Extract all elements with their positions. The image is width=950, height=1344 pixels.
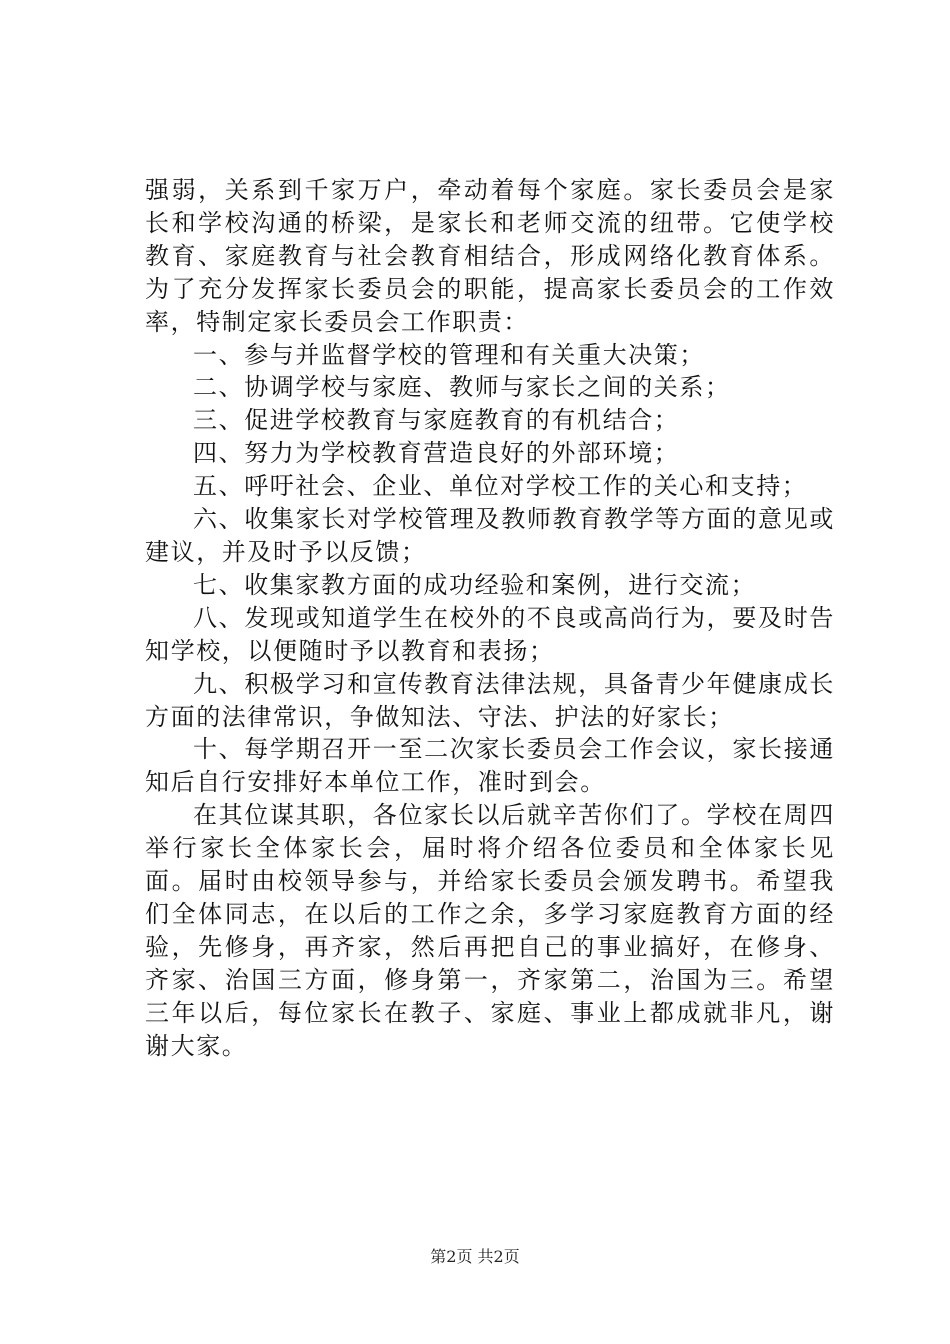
paragraph-duty-2: 二、协调学校与家庭、教师与家长之间的关系； <box>193 373 731 402</box>
paragraph-duty-6: 六、收集家长对学校管理及教师教育教学等方面的意见或建议，并及时予以反馈； <box>145 505 835 566</box>
paragraph-duty-9: 九、积极学习和宣传教育法律法规，具备青少年健康成长方面的法律常识，争做知法、守法、护法的好家长； <box>145 669 835 731</box>
paragraph-duty-4: 四、努力为学校教育营造良好的外部环境； <box>193 439 680 468</box>
paragraph-duty-7: 七、收集家教方面的成功经验和案例，进行交流； <box>193 570 757 599</box>
paragraph-duty-5: 五、呼吁社会、企业、单位对学校工作的关心和支持； <box>193 472 808 501</box>
paragraph-closing: 在其位谋其职，各位家长以后就辛苦你们了。学校在周四举行家长全体家长会，届时将介绍各位委员和全体家长见面。届时由校领导参与，并给家长委员会颁发聘书。希望我们全体同志，在以后的工作之余，多学习家庭教育方面的经验，先修身，再齐家，然后再把自己的事业搞好，在修身、齐家、治国三方面，修身第一，齐家第二，治国为三。希望三年以后，每位家长在教子、家庭、事业上都成就非凡，谢谢大家。 <box>145 801 835 1060</box>
paragraph-duty-3: 三、促进学校教育与家庭教育的有机结合； <box>193 406 680 435</box>
paragraph-duty-8: 八、发现或知道学生在校外的不良或高尚行为，要及时告知学校，以便随时予以教育和表扬； <box>145 603 835 665</box>
document-body <box>145 174 835 1062</box>
paragraph-duty-10: 十、每学期召开一至二次家长委员会工作会议，家长接通知后自行安排好本单位工作，准时到会。 <box>145 735 835 797</box>
page-footer: 第2页 共2页 <box>430 1247 520 1266</box>
paragraph-intro: 强弱，关系到千家万户，牵动着每个家庭。家长委员会是家长和学校沟通的桥梁，是家长和老师交流的纽带。它使学校教育、家庭教育与社会教育相结合，形成网络化教育体系。为了充分发挥家长委员会的职能，提高家长委员会的工作效率，特制定家长委员会工作职责： <box>145 176 835 336</box>
paragraph-duty-1: 一、参与并监督学校的管理和有关重大决策； <box>193 340 705 369</box>
